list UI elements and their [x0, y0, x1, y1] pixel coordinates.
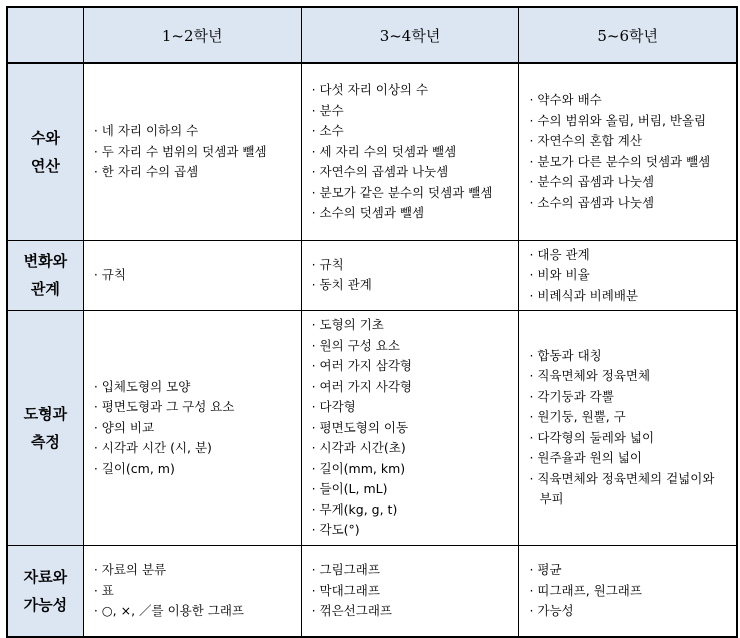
header-grade-1-2: 1~2학년: [83, 7, 301, 63]
topic-list: [312, 80, 511, 224]
topic-item: · 자연수의 곱셈과 나눗셈: [312, 162, 511, 183]
topic-list: [529, 560, 728, 622]
topic-item: · 직육면체와 정육면체: [529, 366, 728, 387]
topic-item: · 여러 가지 사각형: [312, 377, 511, 398]
cell-data-probability-grade-3-4: [301, 545, 519, 637]
header-grade-5-6: 5~6학년: [519, 7, 737, 63]
table-body: [7, 63, 737, 637]
category-label-line: 가능성: [23, 595, 68, 614]
topic-item: · 표: [94, 581, 293, 602]
topic-item: · 띠그래프, 원그래프: [529, 581, 728, 602]
topic-item: · 수의 범위와 올림, 버림, 반올림: [529, 111, 728, 132]
category-data-probability: [7, 545, 83, 637]
topic-item: · 꺾은선그래프: [312, 601, 511, 622]
topic-list: [94, 377, 293, 480]
cell-number-operation-grade-3-4: [301, 63, 519, 240]
topic-list: [94, 265, 293, 286]
topic-item: · 입체도형의 모양: [94, 377, 293, 398]
topic-item: · 규칙: [312, 255, 511, 276]
topic-item: · 가능성: [529, 601, 728, 622]
category-label-line: 관계: [30, 280, 60, 299]
topic-list: [529, 245, 728, 307]
topic-item: · 도형의 기초: [312, 315, 511, 336]
topic-item: · 합동과 대칭: [529, 346, 728, 367]
topic-item: · 평균: [529, 560, 728, 581]
topic-item: · 평면도형과 그 구성 요소: [94, 397, 293, 418]
category-shape-measure: [7, 311, 83, 546]
cell-shape-measure-grade-1-2: [83, 311, 301, 546]
category-label-line: 측정: [30, 432, 60, 451]
topic-item: · 길이(mm, km): [312, 459, 511, 480]
topic-item: · 네 자리 이하의 수: [94, 121, 293, 142]
cell-shape-measure-grade-5-6: [519, 311, 737, 546]
cell-change-relation-grade-5-6: [519, 240, 737, 311]
topic-item: · 무게(kg, g, t): [312, 500, 511, 521]
topic-item: · 길이(cm, m): [94, 459, 293, 480]
topic-item: · 다섯 자리 이상의 수: [312, 80, 511, 101]
topic-item: · 규칙: [94, 265, 293, 286]
topic-item: · 분모가 다른 분수의 덧셈과 뺄셈: [529, 152, 728, 173]
topic-item: · 양의 비교: [94, 418, 293, 439]
topic-item: · 막대그래프: [312, 581, 511, 602]
topic-item: · 여러 가지 삼각형: [312, 356, 511, 377]
table-row: [7, 240, 737, 311]
topic-item: · 소수: [312, 121, 511, 142]
topic-item: · 다각형의 둘레와 넓이: [529, 428, 728, 449]
topic-item: · 원의 구성 요소: [312, 336, 511, 357]
cell-shape-measure-grade-3-4: [301, 311, 519, 546]
topic-item: · 대응 관계: [529, 245, 728, 266]
category-number-operation: [7, 63, 83, 240]
table-row: [7, 545, 737, 637]
cell-number-operation-grade-1-2: [83, 63, 301, 240]
topic-item: · 원기둥, 원뿔, 구: [529, 407, 728, 428]
topic-item: · 세 자리 수의 덧셈과 뺄셈: [312, 142, 511, 163]
topic-list: [529, 90, 728, 213]
topic-item: · ○, ×, ／를 이용한 그래프: [94, 601, 293, 622]
topic-list: [529, 346, 728, 510]
cell-data-probability-grade-1-2: [83, 545, 301, 637]
topic-item: · 약수와 배수: [529, 90, 728, 111]
category-change-relation: [7, 240, 83, 311]
topic-item: · 들이(L, mL): [312, 479, 511, 500]
curriculum-table: [6, 6, 738, 638]
topic-item: · 분수: [312, 101, 511, 122]
topic-item: · 비와 비율: [529, 265, 728, 286]
topic-item: · 다각형: [312, 397, 511, 418]
header-corner: [7, 7, 83, 63]
cell-change-relation-grade-3-4: [301, 240, 519, 311]
topic-item: · 비례식과 비례배분: [529, 286, 728, 307]
topic-item: · 각기둥과 각뿔: [529, 387, 728, 408]
topic-list: [312, 315, 511, 541]
topic-list: [312, 255, 511, 296]
header-grade-3-4: 3~4학년: [301, 7, 519, 63]
topic-item: · 시각과 시간(초): [312, 438, 511, 459]
category-label-line: 수와: [30, 128, 60, 147]
topic-list: [312, 560, 511, 622]
cell-number-operation-grade-5-6: [519, 63, 737, 240]
topic-item: · 시각과 시간 (시, 분): [94, 438, 293, 459]
table-row: [7, 63, 737, 240]
category-label-line: 연산: [30, 156, 60, 175]
topic-item: · 분수의 곱셈과 나눗셈: [529, 172, 728, 193]
topic-item: · 두 자리 수 범위의 덧셈과 뺄셈: [94, 142, 293, 163]
topic-item: · 한 자리 수의 곱셈: [94, 162, 293, 183]
cell-data-probability-grade-5-6: [519, 545, 737, 637]
category-label-line: 도형과: [23, 404, 68, 423]
topic-item: · 자연수의 혼합 계산: [529, 131, 728, 152]
category-label-line: 변화와: [23, 252, 68, 271]
topic-item: · 각도(°): [312, 520, 511, 541]
topic-item: · 자료의 분류: [94, 560, 293, 581]
topic-item: · 그림그래프: [312, 560, 511, 581]
topic-item: · 원주율과 원의 넓이: [529, 448, 728, 469]
category-label-line: 자료와: [23, 567, 68, 586]
topic-item: · 분모가 같은 분수의 덧셈과 뺄셈: [312, 183, 511, 204]
topic-item: · 소수의 곱셈과 나눗셈: [529, 193, 728, 214]
topic-item: · 소수의 덧셈과 뺄셈: [312, 203, 511, 224]
topic-item: · 동치 관계: [312, 275, 511, 296]
topic-list: [94, 560, 293, 622]
topic-item: · 평면도형의 이동: [312, 418, 511, 439]
topic-item: · 직육면체와 정육면체의 겉넓이와 부피: [529, 469, 728, 510]
topic-list: [94, 121, 293, 183]
cell-change-relation-grade-1-2: [83, 240, 301, 311]
header-row: [7, 7, 737, 63]
table-row: [7, 311, 737, 546]
